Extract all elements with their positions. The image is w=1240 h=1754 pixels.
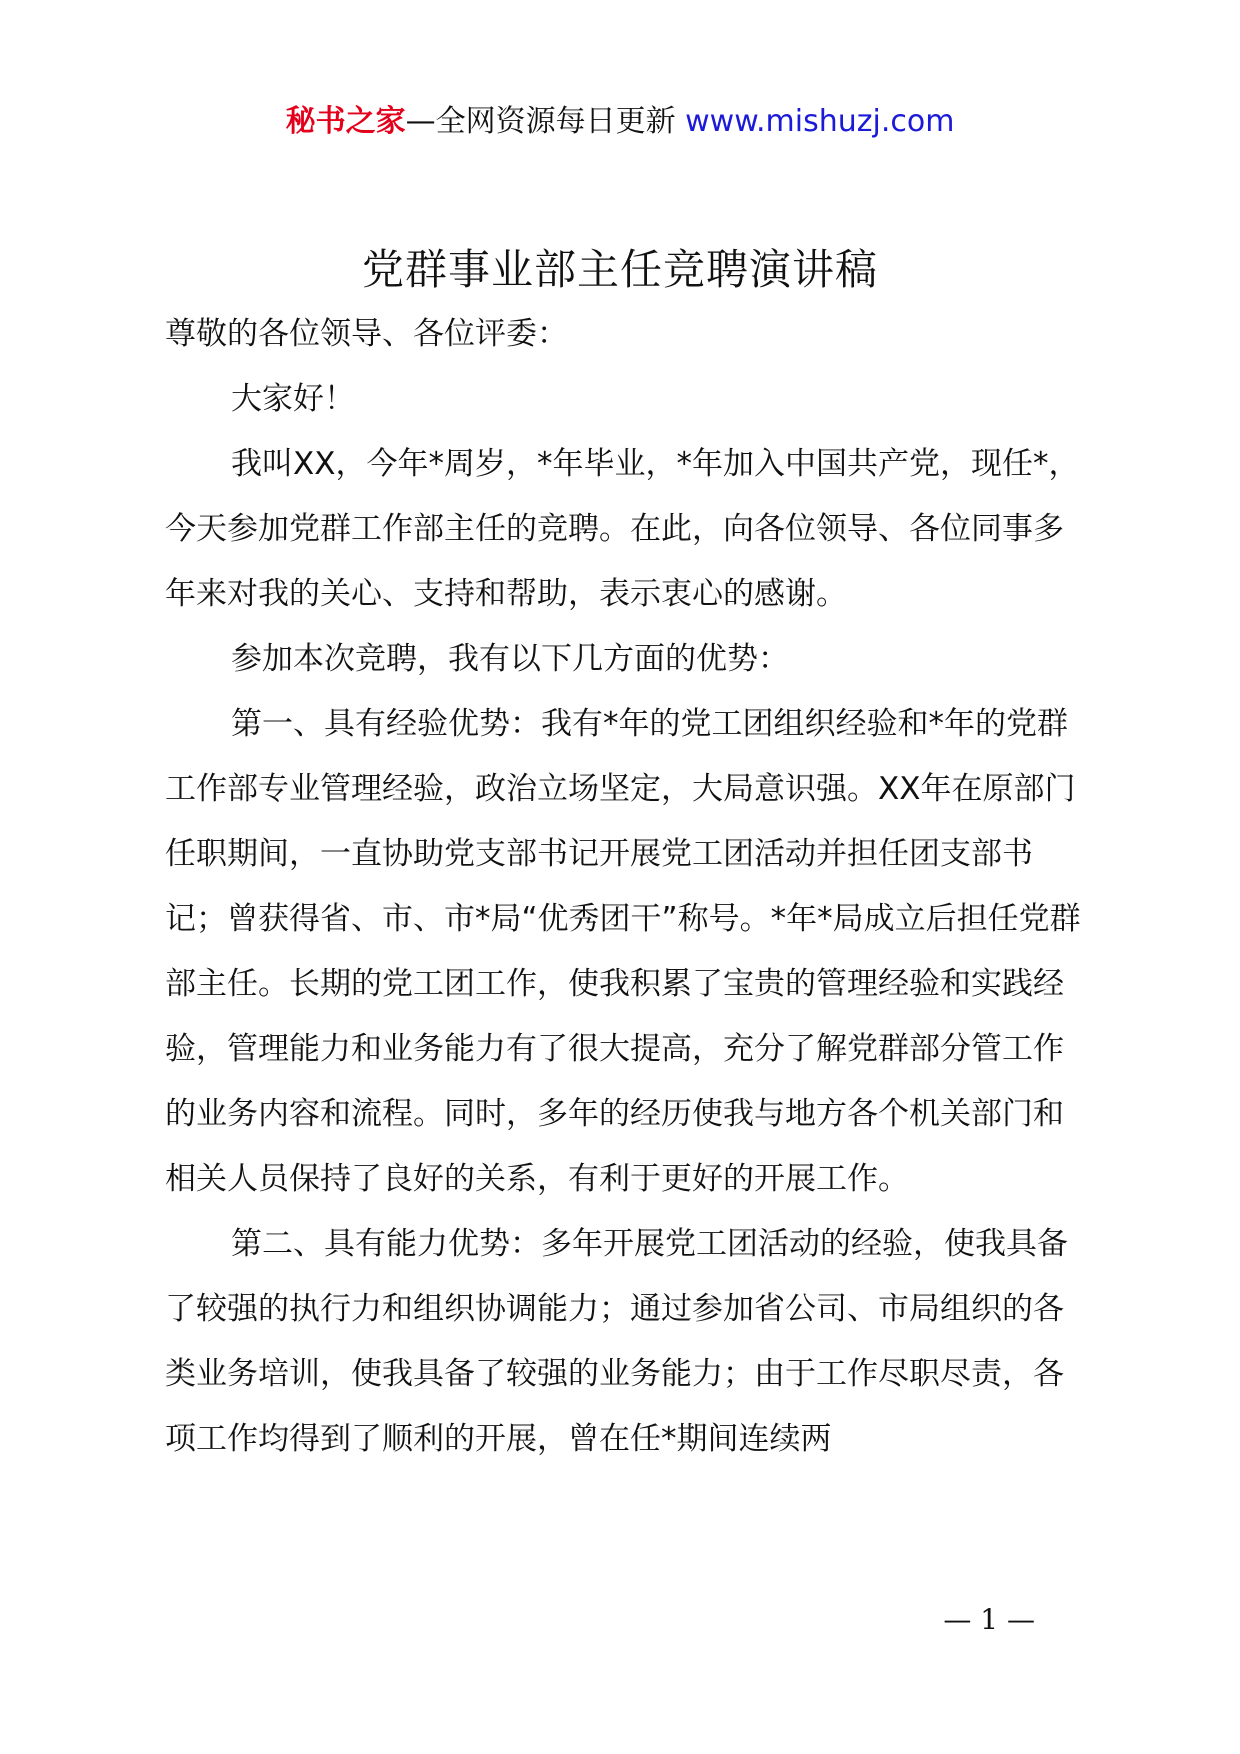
paragraph-advantages-intro: 参加本次竞聘，我有以下几方面的优势： bbox=[231, 641, 789, 677]
salutation: 尊敬的各位领导、各位评委： bbox=[165, 316, 568, 352]
brand-name: 秘书之家 bbox=[285, 104, 406, 139]
document-body bbox=[165, 302, 1085, 1472]
header-slogan: —全网资源每日更新 bbox=[405, 104, 676, 139]
paragraph-experience-advantage: 第一、具有经验优势：我有*年的党工团组织经验和*年的党群工作部专业管理经验，政治立场坚定，大局意识强。XX年在原部门任职期间，一直协助党支部书记开展党工团活动并担任团支部书记；曾获得省、市、市*局“优秀团干”称号。*年*局成立后担任党群部主任。长期的党工团工作，使我积累了宝贵的管理经验和实践经验，管理能力和业务能力有了很大提高，充分了解党群部分管工作的业务内容和流程。同时，多年的经历使我与地方各个机关部门和相关人员保持了良好的关系，有利于更好的开展工作。 bbox=[165, 706, 1081, 1197]
paragraph-introduction: 我叫XX，今年*周岁，*年毕业，*年加入中国共产党，现任*，今天参加党群工作部主任的竞聘。在此，向各位领导、各位同事多年来对我的关心、支持和帮助，表示衷心的感谢。 bbox=[165, 446, 1080, 612]
site-header bbox=[0, 100, 1240, 144]
site-url-link[interactable]: www.mishuzj.com bbox=[685, 104, 955, 139]
paragraph-greeting: 大家好！ bbox=[231, 381, 355, 417]
document-title: 党群事业部主任竞聘演讲稿 bbox=[361, 245, 878, 294]
paragraph-ability-advantage: 第二、具有能力优势：多年开展党工团活动的经验，使我具备了较强的执行力和组织协调能力；通过参加省公司、市局组织的各类业务培训，使我具备了较强的业务能力；由于工作尽职尽责，各项工作均得到了顺利的开展，曾在任*期间连续两 bbox=[165, 1226, 1068, 1457]
page-number: — 1 — bbox=[943, 1603, 1035, 1636]
